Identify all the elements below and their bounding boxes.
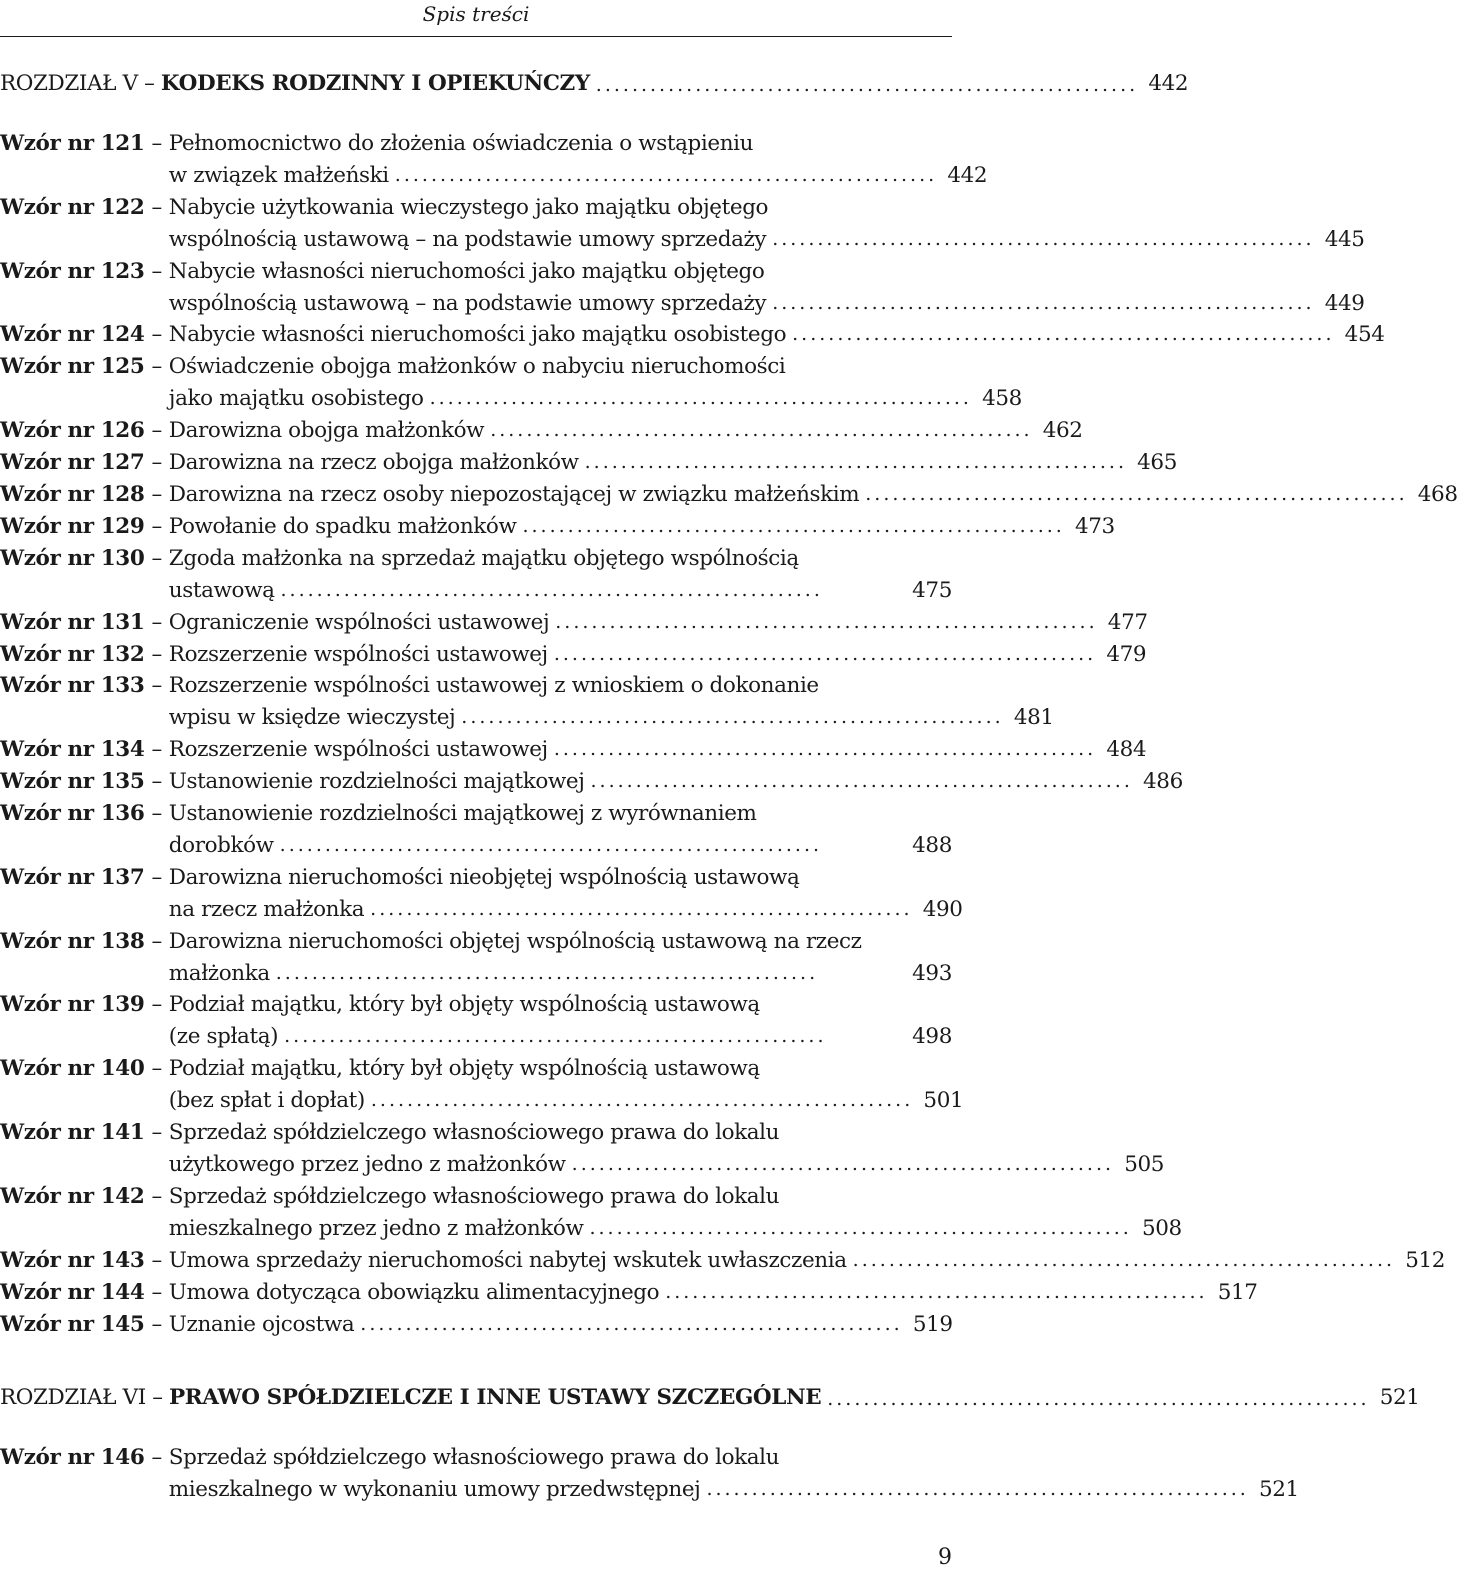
entry-line <box>168 1213 1182 1245</box>
entry-body <box>168 639 1147 671</box>
entry-page: 458 <box>982 386 1022 412</box>
entry-dash: – <box>151 481 162 507</box>
toc-entry[interactable] <box>0 766 1183 798</box>
toc-entry[interactable] <box>0 128 988 192</box>
chapter-heading[interactable] <box>0 64 1189 96</box>
entry-number: Wzór nr 125 <box>0 354 145 380</box>
toc-entry[interactable] <box>0 862 963 926</box>
entry-number: Wzór nr 139 <box>0 992 145 1018</box>
entry-title: Darowizna na rzecz obojga małżonków <box>168 450 579 476</box>
entry-page: 488 <box>912 832 952 858</box>
entry-title: małżonka <box>168 960 270 986</box>
toc-entry[interactable] <box>0 1309 952 1341</box>
chapter-number: ROZDZIAŁ VI – <box>0 1385 170 1411</box>
entry-number: Wzór nr 137 <box>0 864 145 890</box>
entry-line <box>168 160 988 192</box>
entry-title: wspólnością ustawową – na podstawie umowy sprzedaży <box>168 290 767 316</box>
entry-dash: – <box>151 1183 162 1209</box>
entry-body <box>169 543 952 607</box>
dot-leader: ............................................................ <box>706 1478 1249 1501</box>
entry-title: Powołanie do spadku małżonków <box>168 513 517 539</box>
dot-leader: ............................................................ <box>772 291 1315 314</box>
entry-line <box>169 128 952 160</box>
entry-dash: – <box>151 769 162 795</box>
entry-line <box>169 575 952 607</box>
entry-body <box>168 607 1148 639</box>
entry-number: Wzór nr 123 <box>0 258 145 284</box>
entry-line <box>169 798 952 830</box>
entry-number: Wzór nr 142 <box>0 1183 145 1209</box>
entry-title: w związek małżeński <box>168 162 389 188</box>
entry-page: 442 <box>947 162 988 188</box>
entry-dash: – <box>151 545 162 571</box>
entry-dash: – <box>151 418 162 444</box>
toc-entry[interactable] <box>0 511 1115 543</box>
entry-line <box>168 319 1385 351</box>
chapter-number: ROZDZIAŁ V – <box>0 71 161 96</box>
dot-leader: ............................................................ <box>571 1153 1115 1175</box>
entry-dash: – <box>151 513 162 539</box>
dot-leader: ............................................................ <box>595 74 1139 96</box>
dot-leader: ............................................................ <box>852 1248 1396 1271</box>
entry-number: Wzór nr 138 <box>0 928 145 954</box>
entry-line <box>168 1149 1165 1181</box>
entry-title: Ustanowienie rozdzielności majątkowej z wyrównaniem <box>168 801 757 827</box>
entry-title: dorobków <box>168 832 274 858</box>
entry-number: Wzór nr 135 <box>0 769 145 795</box>
dot-leader: ............................................................ <box>792 323 1335 346</box>
entry-page: 508 <box>1141 1215 1182 1241</box>
entry-title: Sprzedaż spółdzielczego własnościowego prawa do lokalu <box>168 1120 780 1146</box>
dot-leader: ............................................................ <box>275 961 819 984</box>
toc-entry[interactable] <box>0 639 1147 671</box>
entry-line <box>169 543 952 575</box>
entry-number: Wzór nr 133 <box>0 673 145 699</box>
dot-leader: ............................................................ <box>553 642 1097 665</box>
entry-body <box>168 479 1458 511</box>
entry-title: Umowa dotycząca obowiązku alimentacyjnego <box>168 1279 660 1305</box>
dot-leader: ............................................................ <box>490 419 1033 442</box>
entry-title: ustawową <box>168 577 275 603</box>
dot-leader: ............................................................ <box>284 1025 827 1048</box>
toc-entry[interactable] <box>0 479 1458 511</box>
entry-body <box>168 351 1022 415</box>
entry-line <box>169 830 952 862</box>
entry-page: 505 <box>1124 1152 1165 1177</box>
entry-line <box>168 1245 1446 1277</box>
toc-entry[interactable] <box>0 926 952 990</box>
entry-page: 501 <box>923 1088 964 1114</box>
entry-title: Darowizna obojga małżonków <box>168 418 485 444</box>
entry-line <box>168 224 1365 256</box>
entry-page: 475 <box>912 577 952 603</box>
entry-line <box>168 447 1177 479</box>
spacer <box>0 96 952 128</box>
entry-title: Nabycie użytkowania wieczystego jako majątku objętego <box>168 194 769 220</box>
entry-title: Umowa sprzedaży nieruchomości nabytej wskutek uwłaszczenia <box>168 1247 847 1273</box>
entry-page: 484 <box>1106 737 1147 763</box>
entry-title: Ustanowienie rozdzielności majątkowej <box>168 769 585 795</box>
dot-leader: ............................................................ <box>370 1089 914 1112</box>
entry-title: Rozszerzenie wspólności ustawowej <box>168 737 548 763</box>
entry-title: Uznanie ojcostwa <box>168 1311 355 1337</box>
entry-body <box>168 511 1115 543</box>
entry-body <box>168 256 1365 320</box>
entry-line <box>169 1117 952 1149</box>
entry-page: 454 <box>1344 322 1385 348</box>
running-header: Spis treści <box>422 2 530 26</box>
entry-number: Wzór nr 126 <box>0 418 145 444</box>
entry-title: wpisu w księdze wieczystej <box>168 705 456 731</box>
entry-dash: – <box>151 801 162 827</box>
dot-leader: ............................................................ <box>370 897 913 920</box>
toc-entry[interactable] <box>0 1181 1182 1245</box>
entry-title: Rozszerzenie wspólności ustawowej z wnioskiem o dokonanie <box>168 673 819 699</box>
entry-body <box>169 926 952 990</box>
toc-entry[interactable] <box>0 607 1148 639</box>
entry-line <box>168 766 1183 798</box>
entry-line <box>168 511 1115 543</box>
entry-title: Sprzedaż spółdzielczego własnościowego prawa do lokalu <box>168 1183 780 1209</box>
chapter-label <box>0 71 590 96</box>
entry-body <box>169 798 952 862</box>
entry-title: Ograniczenie wspólności ustawowej <box>168 609 550 635</box>
dot-leader: ............................................................ <box>360 1312 903 1335</box>
entry-body <box>168 1053 964 1117</box>
toc-entry[interactable] <box>0 1053 964 1117</box>
entry-title: użytkowego przez jedno z małżonków <box>168 1152 566 1177</box>
entry-line <box>168 894 963 926</box>
entry-body <box>168 1277 1258 1309</box>
toc-entry[interactable] <box>0 989 952 1053</box>
toc-entry[interactable] <box>0 447 1177 479</box>
entry-title: Darowizna nieruchomości nieobjętej wspólnością ustawową <box>168 864 800 890</box>
chapter-label <box>0 1385 821 1410</box>
toc-entry[interactable] <box>0 1245 1446 1277</box>
chapter-page: 521 <box>1379 1385 1420 1411</box>
chapter-title: KODEKS RODZINNY I OPIEKUŃCZY <box>160 71 590 96</box>
entry-dash: – <box>151 737 162 763</box>
entry-number: Wzór nr 136 <box>0 801 145 827</box>
entry-line <box>169 192 952 224</box>
entry-page: 517 <box>1217 1279 1258 1305</box>
entry-number: Wzór nr 121 <box>0 131 145 156</box>
spacer <box>0 1410 952 1442</box>
entry-body <box>168 1181 1182 1245</box>
table-of-contents <box>0 64 1458 1506</box>
entry-title: Podział majątku, który był objęty wspólnością ustawową <box>168 1056 760 1082</box>
entry-body <box>168 734 1147 766</box>
entry-body <box>168 192 1365 256</box>
entry-dash: – <box>151 450 162 476</box>
entry-page: 462 <box>1042 418 1083 444</box>
entry-dash: – <box>151 1311 162 1337</box>
entry-dash: – <box>151 1056 162 1082</box>
toc-entry[interactable] <box>0 543 952 607</box>
entry-line <box>168 415 1083 447</box>
entry-title: mieszkalnego w wykonaniu umowy przedwstępnej <box>168 1477 701 1503</box>
entry-body <box>168 447 1177 479</box>
entry-title: na rzecz małżonka <box>168 896 365 922</box>
entry-number: Wzór nr 140 <box>0 1056 145 1082</box>
entry-dash: – <box>151 673 162 699</box>
entry-title: Sprzedaż spółdzielczego własnościowego prawa do lokalu <box>168 1445 780 1471</box>
toc-entry[interactable] <box>0 415 1083 447</box>
dot-leader: ............................................................ <box>772 227 1315 250</box>
toc-entry[interactable] <box>0 1442 1299 1506</box>
entry-page: 481 <box>1013 705 1054 731</box>
toc-entry[interactable] <box>0 1117 1165 1181</box>
entry-number: Wzór nr 145 <box>0 1311 145 1337</box>
entry-page: 477 <box>1107 609 1148 635</box>
header-divider <box>0 36 952 37</box>
entry-title: Rozszerzenie wspólności ustawowej <box>168 641 548 667</box>
entry-body <box>168 128 988 192</box>
entry-dash: – <box>151 992 162 1018</box>
entry-title: Darowizna na rzecz osoby niepozostającej w związku małżeńskim <box>168 481 860 507</box>
entry-dash: – <box>151 1247 162 1273</box>
entry-line <box>169 1053 952 1085</box>
entry-line <box>168 1085 964 1117</box>
entry-line <box>168 288 1365 320</box>
dot-leader: ............................................................ <box>555 610 1098 633</box>
entry-page: 479 <box>1106 641 1147 667</box>
entry-title: Oświadczenie obojga małżonków o nabyciu nieruchomości <box>168 354 786 380</box>
entry-line <box>168 607 1148 639</box>
toc-entry[interactable] <box>0 351 1022 415</box>
entry-title: wspólnością ustawową – na podstawie umowy sprzedaży <box>168 226 767 252</box>
entry-dash: – <box>151 1120 162 1146</box>
entry-dash: – <box>151 194 162 220</box>
entry-body <box>168 862 963 926</box>
entry-line <box>169 989 952 1021</box>
dot-leader: ............................................................ <box>280 578 823 601</box>
entry-page: 521 <box>1258 1477 1299 1503</box>
entry-line <box>169 1309 952 1341</box>
entry-page: 445 <box>1324 226 1365 252</box>
entry-page: 519 <box>912 1311 953 1337</box>
entry-title: (ze spłatą) <box>168 1024 279 1050</box>
toc-entry[interactable] <box>0 319 1385 351</box>
dot-leader: ............................................................ <box>461 706 1004 729</box>
entry-title: (bez spłat i dopłat) <box>168 1088 365 1114</box>
entry-line <box>169 1021 952 1053</box>
entry-line <box>168 702 1054 734</box>
entry-line <box>169 670 952 702</box>
entry-body <box>169 989 952 1053</box>
entry-dash: – <box>151 1445 162 1471</box>
entry-page: 473 <box>1074 513 1115 539</box>
entry-number: Wzór nr 143 <box>0 1247 145 1273</box>
entry-line <box>169 958 952 990</box>
entry-title: Podział majątku, który był objęty wspólnością ustawową <box>168 992 760 1018</box>
dot-leader: ............................................................ <box>589 1216 1132 1239</box>
entry-dash: – <box>151 1279 162 1305</box>
entry-body <box>168 415 1083 447</box>
dot-leader: ............................................................ <box>584 451 1127 474</box>
entry-title: Nabycie własności nieruchomości jako majątku objętego <box>168 258 765 284</box>
entry-line <box>168 639 1147 671</box>
toc-entry[interactable] <box>0 256 1365 320</box>
entry-dash: – <box>151 131 162 156</box>
entry-line <box>168 479 1458 511</box>
toc-entry[interactable] <box>0 734 1147 766</box>
entry-body <box>168 670 1054 734</box>
entry-title: jako majątku osobistego <box>168 386 424 412</box>
toc-entry[interactable] <box>0 1277 1258 1309</box>
entry-dash: – <box>151 354 162 380</box>
entry-number: Wzór nr 132 <box>0 641 145 667</box>
dot-leader: ............................................................ <box>279 833 823 856</box>
entry-number: Wzór nr 146 <box>0 1445 145 1471</box>
entry-page: 468 <box>1417 481 1458 507</box>
entry-line <box>168 383 1022 415</box>
entry-body <box>168 1442 1299 1506</box>
entry-number: Wzór nr 134 <box>0 737 145 763</box>
page-number: 9 <box>938 1545 952 1570</box>
entry-line <box>169 926 952 958</box>
entry-dash: – <box>151 928 162 954</box>
entry-page: 493 <box>912 960 952 986</box>
entry-page: 449 <box>1324 290 1365 316</box>
entry-line <box>169 862 952 894</box>
entry-dash: – <box>151 609 162 635</box>
toc-entry[interactable] <box>0 798 952 862</box>
dot-leader: ............................................................ <box>665 1280 1208 1303</box>
dot-leader: ............................................................ <box>865 482 1408 505</box>
entry-dash: – <box>151 864 162 890</box>
chapter-title: PRAWO SPÓŁDZIELCZE I INNE USTAWY SZCZEGÓLNE <box>169 1385 822 1411</box>
entry-title: Nabycie własności nieruchomości jako majątku osobistego <box>168 322 787 348</box>
entry-page: 498 <box>912 1024 952 1050</box>
dot-leader: ............................................................ <box>827 1388 1370 1411</box>
entry-title: mieszkalnego przez jedno z małżonków <box>168 1215 584 1241</box>
entry-title: Zgoda małżonka na sprzedaż majątku objętego wspólnością <box>168 545 799 571</box>
entry-number: Wzór nr 128 <box>0 481 145 507</box>
entry-title: Darowizna nieruchomości objętej wspólnością ustawową na rzecz <box>168 928 862 954</box>
chapter-heading[interactable] <box>0 1378 1420 1411</box>
entry-body <box>168 766 1183 798</box>
entry-line <box>169 1442 952 1474</box>
entry-dash: – <box>151 322 162 348</box>
entry-line <box>168 1277 1258 1309</box>
entry-number: Wzór nr 124 <box>0 322 145 348</box>
toc-entry[interactable] <box>0 670 1054 734</box>
entry-line <box>168 734 1147 766</box>
entry-title: Pełnomocnictwo do złożenia oświadczenia o wstąpieniu <box>168 131 754 156</box>
entry-number: Wzór nr 131 <box>0 609 145 635</box>
chapter-page: 442 <box>1148 71 1189 96</box>
dot-leader: ............................................................ <box>553 738 1097 761</box>
dot-leader: ............................................................ <box>522 514 1065 537</box>
dot-leader: ............................................................ <box>590 770 1133 793</box>
entry-number: Wzór nr 122 <box>0 194 145 220</box>
entry-page: 512 <box>1405 1247 1446 1273</box>
dot-leader: ............................................................ <box>394 163 938 186</box>
spacer <box>0 1340 952 1378</box>
entry-body <box>168 319 1385 351</box>
entry-line <box>169 256 952 288</box>
entry-body <box>168 1245 1446 1277</box>
entry-number: Wzór nr 144 <box>0 1279 145 1305</box>
entry-line <box>168 1474 1299 1506</box>
entry-dash: – <box>151 641 162 667</box>
entry-body <box>169 1309 952 1341</box>
entry-number: Wzór nr 130 <box>0 545 145 571</box>
dot-leader: ............................................................ <box>429 387 972 410</box>
entry-page: 486 <box>1143 769 1183 795</box>
entry-page: 490 <box>922 896 963 922</box>
entry-page: 465 <box>1137 450 1177 476</box>
entry-body <box>168 1117 1165 1181</box>
entry-dash: – <box>151 258 162 284</box>
entry-number: Wzór nr 127 <box>0 450 145 476</box>
entry-number: Wzór nr 141 <box>0 1120 145 1146</box>
toc-entry[interactable] <box>0 192 1365 256</box>
entry-line <box>169 351 952 383</box>
entry-line <box>169 1181 952 1213</box>
entry-number: Wzór nr 129 <box>0 513 145 539</box>
